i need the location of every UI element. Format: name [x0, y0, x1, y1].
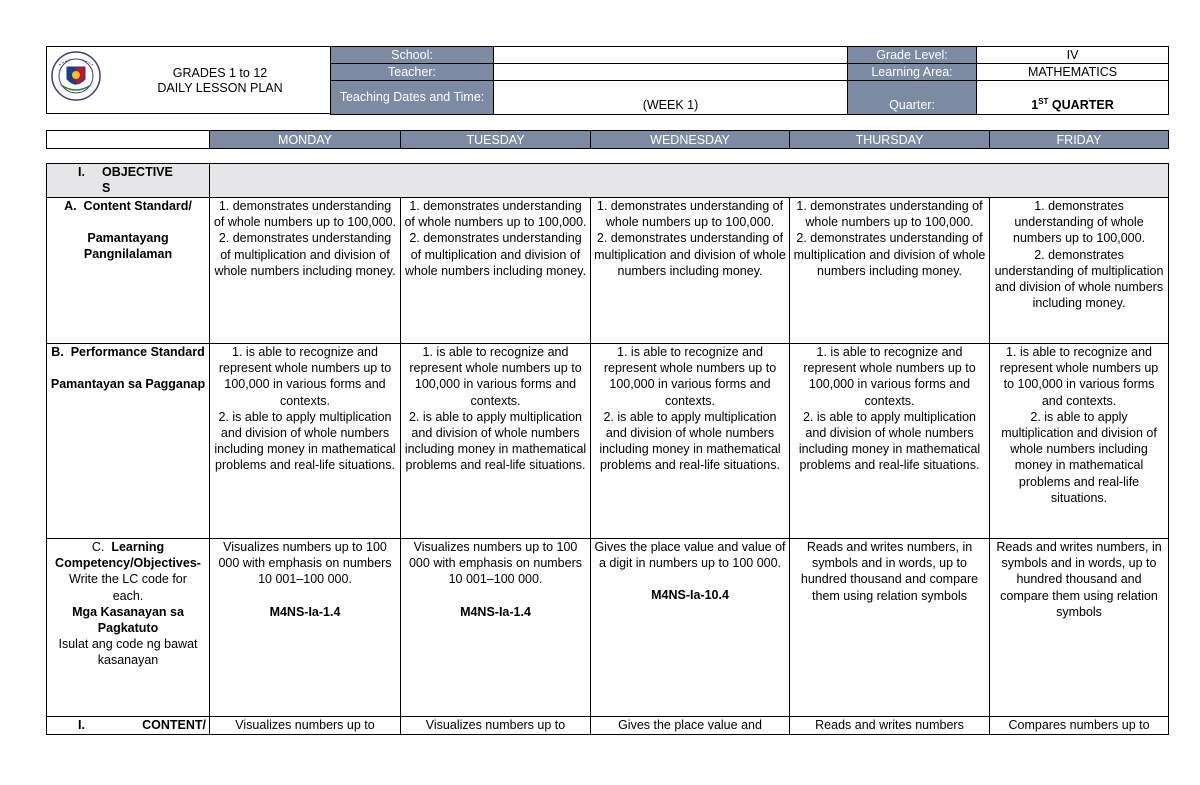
learning-competency-wednesday: [591, 539, 790, 717]
day-header-blank: [47, 131, 210, 149]
learning-competency-label-cell: [47, 539, 210, 717]
content-standard-friday: 1. demonstrates understanding of whole numbers up to 100,000. 2. demonstrates understanding of multiplication and division of whole numbers including money.: [990, 198, 1169, 344]
quarter-value[interactable]: [977, 81, 1169, 115]
learning-competency-monday: [210, 539, 401, 717]
quarter-number: 1: [1031, 98, 1039, 112]
teaching-dates-value[interactable]: (WEEK 1): [494, 81, 848, 115]
lc-text: Gives the place value and value of a digit in numbers up to 100 000.: [594, 540, 786, 571]
quarter-label: Quarter:: [848, 81, 977, 115]
day-friday: FRIDAY: [990, 131, 1169, 149]
quarter-suffix: ST: [1038, 96, 1049, 106]
day-monday: MONDAY: [210, 131, 401, 149]
performance-standard-thursday: 1. is able to recognize and represent whole numbers up to 100,000 in various forms and contexts. 2. is able to apply multiplication and division of whole numbers including money in mathematical problems and real-life situations.: [790, 344, 990, 539]
performance-standard-wednesday: 1. is able to recognize and represent whole numbers up to 100,000 in various forms and contexts. 2. is able to apply multiplication and division of whole numbers including money in mathematical problems and real-life situations.: [591, 344, 790, 539]
lc-code: M4NS-Ia-1.4: [269, 604, 341, 619]
performance-standard-label-fil: Pamantayan sa Pagganap: [50, 377, 206, 392]
content-monday: Visualizes numbers up to: [210, 717, 401, 735]
performance-standard-tuesday: 1. is able to recognize and represent whole numbers up to 100,000 in various forms and contexts. 2. is able to apply multiplication and division of whole numbers including money in mathematical problems and real-life situations.: [401, 344, 591, 539]
content-number: I.: [78, 718, 85, 732]
content-standard-monday: 1. demonstrates understanding of whole numbers up to 100,000. 2. demonstrates understanding of multiplication and division of whole numbers including money.: [210, 198, 401, 344]
performance-standard-label-cell: [47, 344, 210, 539]
learning-competency-tuesday: [401, 539, 591, 717]
day-thursday: THURSDAY: [790, 131, 990, 149]
performance-standard-letter: B.: [51, 345, 64, 359]
objectives-label-cell: [47, 164, 210, 198]
objectives-row: [47, 164, 1169, 198]
grade-level-value[interactable]: IV: [977, 47, 1169, 64]
quarter-word: QUARTER: [1048, 98, 1114, 112]
content-row: [47, 717, 1169, 735]
objectives-number: I.: [78, 165, 85, 179]
content-tuesday: Visualizes numbers up to: [401, 717, 591, 735]
learning-competency-row: [47, 539, 1169, 717]
lc-text: Visualizes numbers up to 100 000 with emphasis on numbers 10 001–100 000.: [218, 540, 392, 587]
content-standard-tuesday: 1. demonstrates understanding of whole numbers up to 100,000. 2. demonstrates understanding of multiplication and division of whole numbers including money.: [401, 198, 591, 344]
teacher-value[interactable]: [494, 64, 848, 81]
brand-title: [107, 66, 333, 96]
objectives-label: OBJECTIVES: [102, 165, 173, 196]
lc-code: M4NS-Ia-10.4: [651, 588, 729, 603]
grade-level-label: Grade Level:: [848, 47, 977, 64]
lesson-plan-table: [46, 163, 1169, 735]
content-standard-letter: A.: [64, 199, 77, 213]
content-label-cell: [47, 717, 210, 735]
learning-competency-label-rest: Write the LC code for each.: [69, 572, 187, 603]
brand-line-grades: GRADES 1 to 12: [172, 66, 268, 80]
content-label: CONTENT/: [142, 718, 206, 732]
learning-area-value[interactable]: MATHEMATICS: [977, 64, 1169, 81]
learning-competency-thursday: [790, 539, 990, 717]
info-table: [330, 46, 1169, 115]
learning-competency-label: Learning Competency/Objectives-: [55, 540, 201, 571]
brand-line-dlp: DAILY LESSON PLAN: [157, 81, 283, 95]
performance-standard-friday: 1. is able to recognize and represent whole numbers up to 100,000 in various forms and contexts. 2. is able to apply multiplication and division of whole numbers including money in mathematical problems and real-life situations.: [990, 344, 1169, 539]
content-friday: Compares numbers up to: [990, 717, 1169, 735]
teacher-label: Teacher:: [331, 64, 494, 81]
content-standard-wednesday: 1. demonstrates understanding of whole numbers up to 100,000. 2. demonstrates understanding of multiplication and division of whole numbers including money.: [591, 198, 790, 344]
content-standard-label-cell: [47, 198, 210, 344]
day-wednesday: WEDNESDAY: [591, 131, 790, 149]
content-standard-thursday: 1. demonstrates understanding of whole numbers up to 100,000. 2. demonstrates understanding of multiplication and division of whole numbers including money.: [790, 198, 990, 344]
content-standard-label: Content Standard/: [83, 199, 192, 213]
learning-competency-letter: C.: [91, 540, 105, 554]
day-tuesday: TUESDAY: [401, 131, 591, 149]
content-standard-label-fil: Pamantayang Pangnilalaman: [83, 231, 173, 262]
performance-standard-monday: 1. is able to recognize and represent whole numbers up to 100,000 in various forms and contexts. 2. is able to apply multiplication and division of whole numbers including money in mathematical problems and real-life situations.: [210, 344, 401, 539]
objectives-span-cell: [210, 164, 1169, 198]
school-label: School:: [331, 47, 494, 64]
school-value[interactable]: [494, 47, 848, 64]
lc-text: Reads and writes numbers, in symbols and in words, up to hundred thousand and compare them using relation symbols: [800, 540, 979, 603]
performance-standard-row: [47, 344, 1169, 539]
day-header-table: [46, 130, 1169, 149]
performance-standard-label: Performance Standard: [70, 345, 205, 359]
content-standard-row: [47, 198, 1169, 344]
lc-text: Visualizes numbers up to 100 000 with emphasis on numbers 10 001–100 000.: [408, 540, 582, 587]
learning-competency-label-fil: Mga Kasanayan sa Pagkatuto: [72, 604, 184, 636]
content-thursday: Reads and writes numbers: [790, 717, 990, 735]
deped-seal-icon: [51, 51, 101, 101]
learning-competency-friday: [990, 539, 1169, 717]
learning-area-label: Learning Area:: [848, 64, 977, 81]
learning-competency-label-fil-rest: Isulat ang code ng bawat kasanayan: [58, 637, 198, 668]
teaching-dates-label: Teaching Dates and Time:: [331, 81, 494, 115]
lc-text: Reads and writes numbers, in symbols and in words, up to hundred thousand and compare them using relation symbols: [996, 540, 1162, 619]
content-wednesday: Gives the place value and: [591, 717, 790, 735]
lc-code: M4NS-Ia-1.4: [460, 604, 531, 619]
